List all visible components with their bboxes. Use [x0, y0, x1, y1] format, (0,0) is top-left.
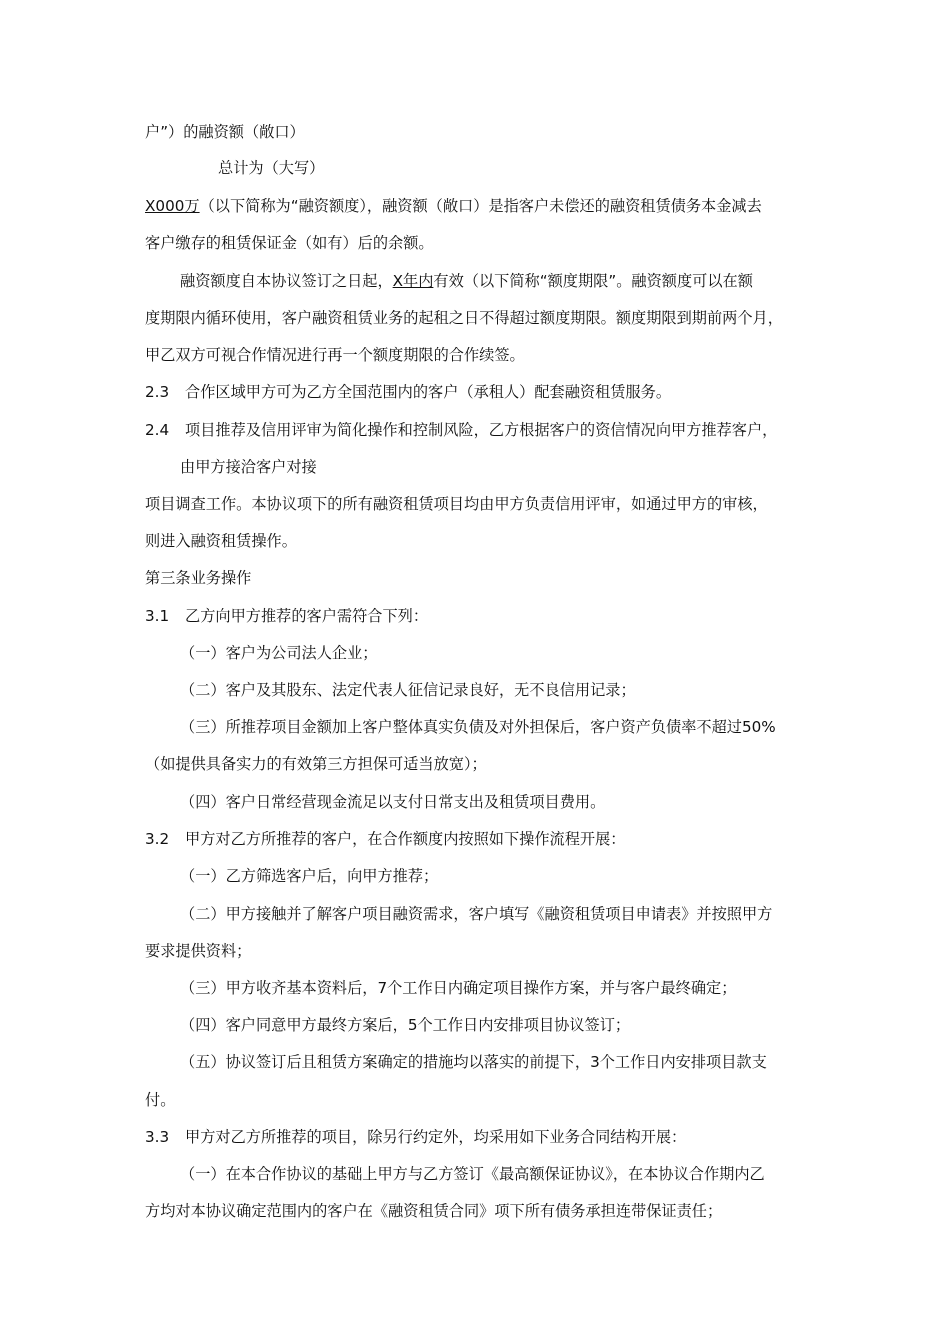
clause-number: 2.3	[145, 383, 170, 401]
text-line: 要求提供资料；	[145, 942, 252, 960]
section-heading: 第三条业务操作	[145, 569, 252, 587]
clause-3-2: 3.2 甲方对乙方所推荐的客户，在合作额度内按照如下操作流程开展：	[145, 830, 626, 848]
text-line: 项目调查工作。本协议项下的所有融资租赁项目均由甲方负责信用评审，如通过甲方的审核，	[145, 495, 768, 513]
text-line: 度期限内循环使用，客户融资租赁业务的起租之日不得超过额度期限。额度期限到期前两个月，	[145, 309, 783, 327]
clause-number: 3.1	[145, 607, 170, 625]
list-item: （五）协议签订后且租赁方案确定的措施均以落实的前提下，3个工作日内安排项目款支	[180, 1053, 767, 1071]
text-line: 方均对本协议确定范围内的客户在《融资租赁合同》项下所有债务承担连带保证责任；	[145, 1202, 723, 1220]
text-line: 则进入融资租赁操作。	[145, 532, 297, 550]
list-item: （一）客户为公司法人企业；	[180, 644, 378, 662]
clause-number: 2.4	[145, 421, 170, 439]
list-item: （二）甲方接触并了解客户项目融资需求，客户填写《融资租赁项目申请表》并按照甲方	[180, 905, 773, 923]
text-line: 总计为（大写）	[218, 159, 325, 177]
text-line: 由甲方接洽客户对接	[180, 458, 317, 476]
list-item: （一）在本合作协议的基础上甲方与乙方签订《最高额保证协议》，在本协议合作期内乙	[180, 1165, 765, 1183]
underlined-amount: X000万	[145, 197, 200, 215]
clause-3-1: 3.1 乙方向甲方推荐的客户需符合下列：	[145, 607, 428, 625]
list-item: （四）客户日常经营现金流足以支付日常支出及租赁项目费用。	[180, 793, 606, 811]
text-line: 户”）的融资额（敞口）	[145, 123, 305, 141]
text-line: 客户缴存的租赁保证金（如有）后的余额。	[145, 234, 434, 252]
clause-2-3: 2.3 合作区域甲方可为乙方全国范围内的客户（承租人）配套融资租赁服务。	[145, 383, 671, 401]
list-item: （三）甲方收齐基本资料后，7个工作日内确定项目操作方案，并与客户最终确定；	[180, 979, 737, 997]
clause-number: 3.3	[145, 1128, 170, 1146]
text-line: 甲乙双方可视合作情况进行再一个额度期限的合作续签。	[145, 346, 525, 364]
text-line: （如提供具备实力的有效第三方担保可适当放宽）；	[145, 755, 487, 773]
list-item: （二）客户及其股东、法定代表人征信记录良好，无不良信用记录；	[180, 681, 636, 699]
text-line: X000万（以下简称为“融资额度），融资额（敞口）是指客户未偿还的融资租赁债务本金减去	[145, 197, 762, 215]
list-item: （三）所推荐项目金额加上客户整体真实负债及对外担保后，客户资产负债率不超过50%	[180, 718, 776, 736]
clause-2-4: 2.4 项目推荐及信用评审为简化操作和控制风险，乙方根据客户的资信情况向甲方推荐客户，	[145, 421, 778, 439]
list-item: （一）乙方筛选客户后，向甲方推荐；	[180, 867, 439, 885]
clause-3-3: 3.3 甲方对乙方所推荐的项目，除另行约定外，均采用如下业务合同结构开展：	[145, 1128, 687, 1146]
clause-number: 3.2	[145, 830, 170, 848]
list-item: （四）客户同意甲方最终方案后，5个工作日内安排项目协议签订；	[180, 1016, 631, 1034]
text-line: 融资额度自本协议签订之日起，X年内有效（以下简称“额度期限”。融资额度可以在额	[180, 272, 753, 290]
text-line: 付。	[145, 1091, 176, 1109]
underlined-period: X年内	[392, 272, 434, 290]
